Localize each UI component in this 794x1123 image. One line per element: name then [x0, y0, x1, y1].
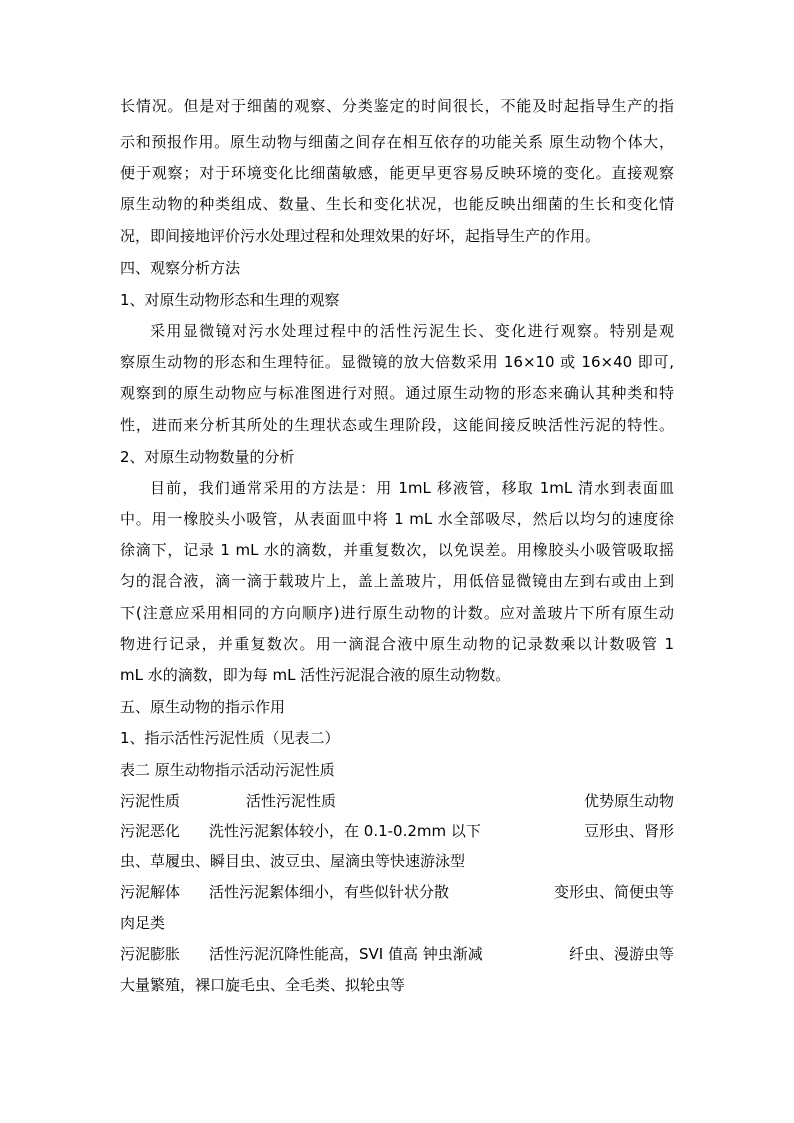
sub2-line-4: 匀的混合液，滴一滴于载玻片上，盖上盖玻片，用低倍显微镜由左到右或由上到	[120, 572, 674, 590]
table-row-continuation: 肉足类	[120, 914, 166, 932]
table-header-row	[120, 786, 674, 816]
table-header-col2: 活性污泥性质	[246, 792, 337, 810]
sub2-line-3: 徐滴下，记录 1 mL 水的滴数，并重复数次，以免误差。用橡胶头小吸管吸取摇	[120, 541, 674, 559]
table-header-col3: 优势原生动物	[583, 792, 674, 810]
intro-line-4: 原生动物的种类组成、数量、生长和变化状况，也能反映出细菌的生长和变化情	[120, 195, 674, 213]
sub2-line-1: 目前，我们通常采用的方法是：用 1mL 移液管，移取 1mL 清水到表面皿	[150, 479, 674, 497]
section-4-title: 四、观察分析方法	[120, 259, 241, 277]
table-header-col1: 污泥性质	[120, 792, 181, 810]
intro-line-1: 长情况。但是对于细菌的观察、分类鉴定的时间很长，不能及时起指导生产的指	[120, 97, 674, 115]
intro-line-2: 示和预报作用。原生动物与细菌之间存在相互依存的功能关系 原生动物个体大，	[120, 133, 674, 151]
section-5-subsection-1-title: 1、指示活性污泥性质（见表二）	[120, 729, 340, 747]
sub2-line-2: 中。用一橡胶头小吸管，从表面皿中将 1 mL 水全部吸尽，然后以均匀的速度徐	[120, 510, 674, 528]
sub1-line-4: 性，进而来分析其所处的生理状态或生理阶段，这能间接反映活性污泥的特性。	[120, 416, 674, 434]
table-cell-property: 污泥解体	[120, 883, 181, 901]
table-row-continuation: 大量繁殖，裸口旋毛虫、全毛类、拟轮虫等	[120, 976, 406, 994]
table-cell-description: 活性污泥沉降性能高，SVI 值高 钟虫渐减	[209, 945, 483, 963]
table-cell-description: 活性污泥絮体细小，有些似针状分散	[209, 883, 450, 901]
section-5-title: 五、原生动物的指示作用	[120, 698, 286, 716]
table-cell-property: 污泥膨胀	[120, 945, 181, 963]
table-row	[120, 816, 674, 846]
subsection-2-title: 2、对原生动物数量的分析	[120, 448, 295, 466]
sub2-line-5: 下(注意应采用相同的方向顺序)进行原生动物的计数。应对盖玻片下所有原生动	[120, 604, 674, 622]
table-row	[120, 877, 674, 907]
table-caption: 表二 原生动物指示活动污泥性质	[120, 761, 335, 779]
table-cell-protozoa: 变形虫、简便虫等	[553, 883, 674, 901]
sub2-line-6: 物进行记录，并重复数次。用一滴混合液中原生动物的记录数乘以计数吸管 1	[120, 635, 674, 653]
intro-line-3: 便于观察；对于环境变化比细菌敏感，能更早更容易反映环境的变化。直接观察	[120, 164, 674, 182]
table-row-continuation: 虫、草履虫、瞬目虫、波豆虫、屋滴虫等快速游泳型	[120, 852, 466, 870]
intro-line-5: 况，即间接地评价污水处理过程和处理效果的好坏，起指导生产的作用。	[120, 227, 601, 245]
sub1-line-2: 察原生动物的形态和生理特征。显微镜的放大倍数采用 16×10 或 16×40 即可,	[120, 353, 674, 371]
table-cell-protozoa: 豆形虫、肾形	[583, 822, 674, 840]
table-cell-description: 洗性污泥絮体较小，在 0.1-0.2mm 以下	[209, 822, 481, 840]
sub1-line-3: 观察到的原生动物应与标准图进行对照。通过原生动物的形态来确认其种类和特	[120, 384, 674, 402]
sub1-line-1: 采用显微镜对污水处理过程中的活性污泥生长、变化进行观察。特别是观	[150, 322, 674, 340]
table-cell-protozoa: 纤虫、漫游虫等	[568, 945, 674, 963]
subsection-1-title: 1、对原生动物形态和生理的观察	[120, 291, 340, 309]
table-cell-property: 污泥恶化	[120, 822, 181, 840]
table-row	[120, 939, 674, 969]
sub2-line-7: mL 水的滴数，即为每 mL 活性污泥混合液的原生动物数。	[120, 666, 511, 684]
